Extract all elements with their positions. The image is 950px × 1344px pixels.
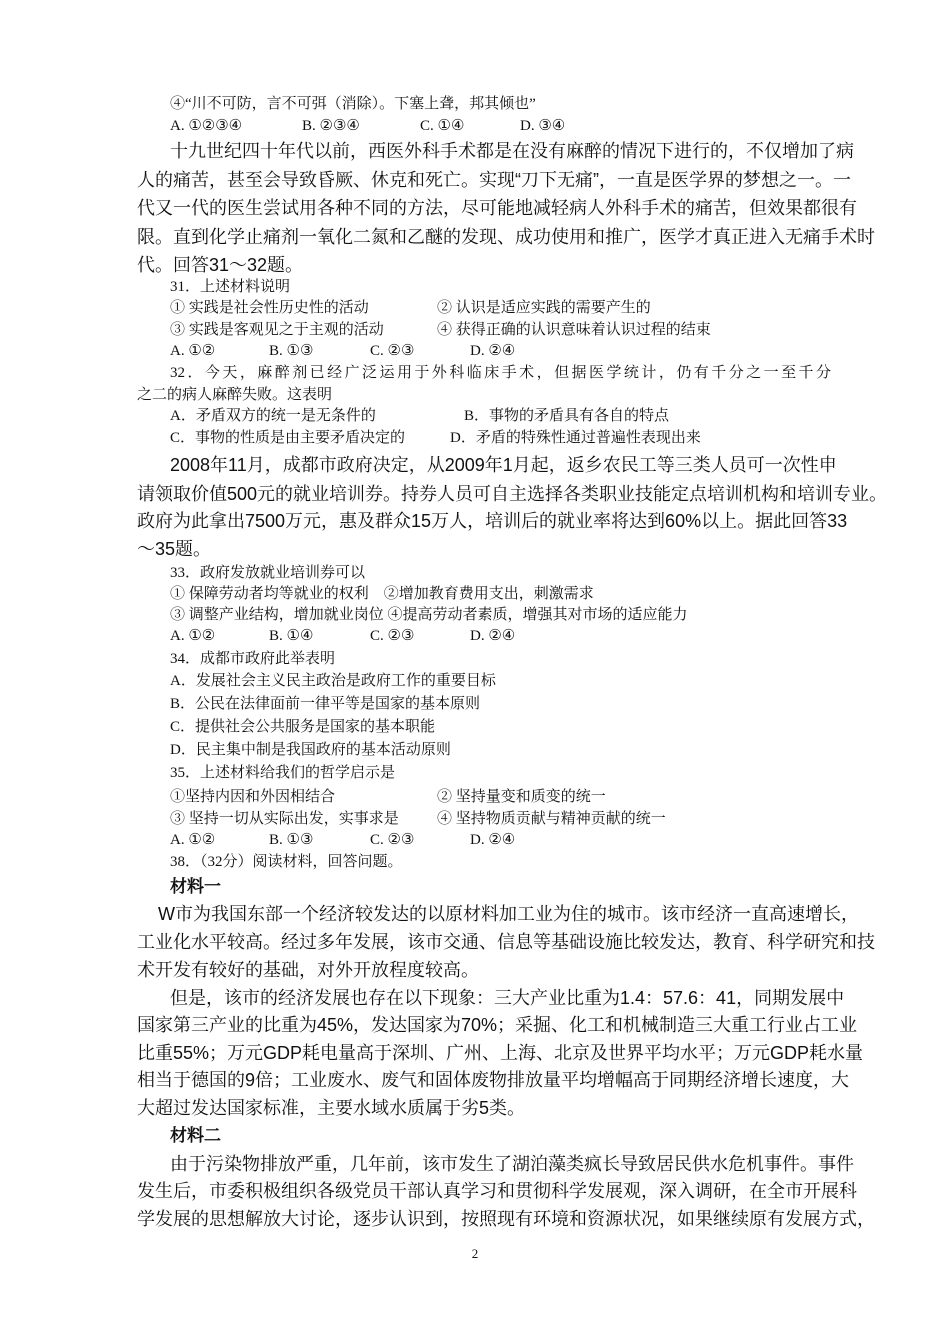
q35-item-2: ② 坚持量变和质变的统一	[437, 789, 606, 805]
choice-a: A. ①②	[170, 628, 216, 644]
q38-stem: 38．（32分）阅读材料，回答问题。	[170, 854, 403, 870]
q32-stem: 32．今天，麻醉剂已经广泛运用于外科临床手术，但据医学统计，仍有千分之一至千分	[170, 365, 831, 381]
choice-b: B. ①③	[269, 832, 314, 848]
q34-option-c: C．提供社会公共服务是国家的基本职能	[170, 719, 436, 735]
choice-b: B. ②③④	[302, 118, 360, 134]
q34-option-a: A．发展社会主义民主政治是政府工作的重要目标	[170, 673, 496, 689]
material-1-heading: 材料一	[170, 877, 221, 896]
choice-d: D. ②④	[470, 832, 516, 848]
choice-c: C. ②③	[370, 343, 415, 359]
passage-line: 比重55%；万元GDP耗电量高于深圳、广州、上海、北京及世界平均水平；万元GDP耗水量	[137, 1043, 864, 1063]
passage-line: 代。回答31～32题。	[137, 255, 304, 275]
passage-line: 限。直到化学止痛剂一氧化二氮和乙醚的发现、成功使用和推广，医学才真正进入无痛手术时	[137, 227, 875, 247]
choice-b: B. ①③	[269, 343, 314, 359]
q35-item-3: ③ 坚持一切从实际出发，实事求是	[170, 811, 399, 827]
passage-line: 2008年11月，成都市政府决定，从2009年1月起，返乡农民工等三类人员可一次性申	[170, 455, 837, 475]
q31-item-4: ④ 获得正确的认识意味着认识过程的结束	[437, 322, 711, 338]
q32-option-b: B．事物的矛盾具有各自的特点	[464, 408, 670, 424]
q33-items-1-2: ① 保障劳动者均等就业的权利 ②增加教育费用支出，刺激需求	[170, 586, 594, 602]
passage-line: 请领取价值500元的就业培训券。持券人员可自主选择各类职业技能定点培训机构和培训专业。	[137, 484, 888, 504]
choice-a: A. ①②③④	[170, 118, 243, 134]
choice-d: D. ②④	[470, 628, 516, 644]
choice-a: A. ①②	[170, 832, 216, 848]
q32-stem-cont: 之二的病人麻醉失败。这表明	[137, 387, 333, 403]
page-number: 2	[471, 1246, 479, 1261]
passage-line: W市为我国东部一个经济较发达的以原材料加工业为住的城市。该市经济一直高速增长，	[158, 904, 859, 924]
q32-option-a: A．矛盾双方的统一是无条件的	[170, 408, 376, 424]
choice-c: C. ②③	[370, 628, 415, 644]
passage-line: 工业化水平较高。经过多年发展，该市交通、信息等基础设施比较发达，教育、科学研究和技	[137, 932, 875, 952]
choice-a: A. ①②	[170, 343, 216, 359]
choice-d: D. ③④	[520, 118, 566, 134]
passage-line: 十九世纪四十年代以前，西医外科手术都是在没有麻醉的情况下进行的，不仅增加了病	[170, 141, 854, 161]
passage-line: 政府为此拿出7500万元，惠及群众15万人，培训后的就业率将达到60%以上。据此回答33	[137, 511, 848, 531]
passage-line: 学发展的思想解放大讨论，逐步认识到，按照现有环境和资源状况，如果继续原有发展方式，	[137, 1209, 875, 1229]
q31-item-1: ① 实践是社会性历史性的活动	[170, 300, 369, 316]
q30-item-4: ④“川不可防，言不可弭（消除）。下塞上聋，邦其倾也”	[170, 96, 536, 112]
choice-c: C. ①④	[420, 118, 465, 134]
q34-option-d: D．民主集中制是我国政府的基本活动原则	[170, 742, 451, 758]
q32-option-d: D．矛盾的特殊性通过普遍性表现出来	[450, 430, 701, 446]
passage-line: ～35题。	[137, 539, 212, 559]
q31-stem: 31．上述材料说明	[170, 279, 291, 295]
passage-line: 术开发有较好的基础，对外开放程度较高。	[137, 960, 479, 980]
q35-item-1: ①坚持内因和外因相结合	[170, 789, 336, 805]
q34-option-b: B．公民在法律面前一律平等是国家的基本原则	[170, 696, 481, 712]
choice-c: C. ②③	[370, 832, 415, 848]
passage-line: 相当于德国的9倍；工业废水、废气和固体废物排放量平均增幅高于同期经济增长速度，大	[137, 1070, 850, 1090]
passage-line: 大超过发达国家标准，主要水域水质属于劣5类。	[137, 1098, 526, 1118]
q33-stem: 33．政府发放就业培训券可以	[170, 565, 366, 581]
q33-items-3-4: ③ 调整产业结构，增加就业岗位 ④提高劳动者素质，增强其对市场的适应能力	[170, 607, 688, 623]
q35-stem: 35．上述材料给我们的哲学启示是	[170, 765, 396, 781]
passage-line: 国家第三产业的比重为45%，发达国家为70%；采掘、化工和机械制造三大重工行业占工业	[137, 1015, 858, 1035]
q31-item-2: ② 认识是适应实践的需要产生的	[437, 300, 651, 316]
passage-line: 由于污染物排放严重，几年前，该市发生了湖泊藻类疯长导致居民供水危机事件。事件	[170, 1154, 854, 1174]
passage-line: 人的痛苦，甚至会导致昏厥、休克和死亡。实现“刀下无痛”，一直是医学界的梦想之一。一	[137, 170, 851, 190]
passage-line: 但是，该市的经济发展也存在以下现象：三大产业比重为1.4：57.6：41，同期发展中	[170, 988, 845, 1008]
passage-line: 发生后，市委积极组织各级党员干部认真学习和贯彻科学发展观，深入调研，在全市开展科	[137, 1181, 857, 1201]
q34-stem: 34．成都市政府此举表明	[170, 651, 336, 667]
choice-d: D. ②④	[470, 343, 516, 359]
passage-line: 代又一代的医生尝试用各种不同的方法，尽可能地减轻病人外科手术的痛苦，但效果都很有	[137, 198, 857, 218]
q35-item-4: ④ 坚持物质贡献与精神贡献的统一	[437, 811, 666, 827]
q32-option-c: C．事物的性质是由主要矛盾决定的	[170, 430, 406, 446]
q31-item-3: ③ 实践是客观见之于主观的活动	[170, 322, 384, 338]
choice-b: B. ①④	[269, 628, 314, 644]
material-2-heading: 材料二	[170, 1126, 221, 1145]
